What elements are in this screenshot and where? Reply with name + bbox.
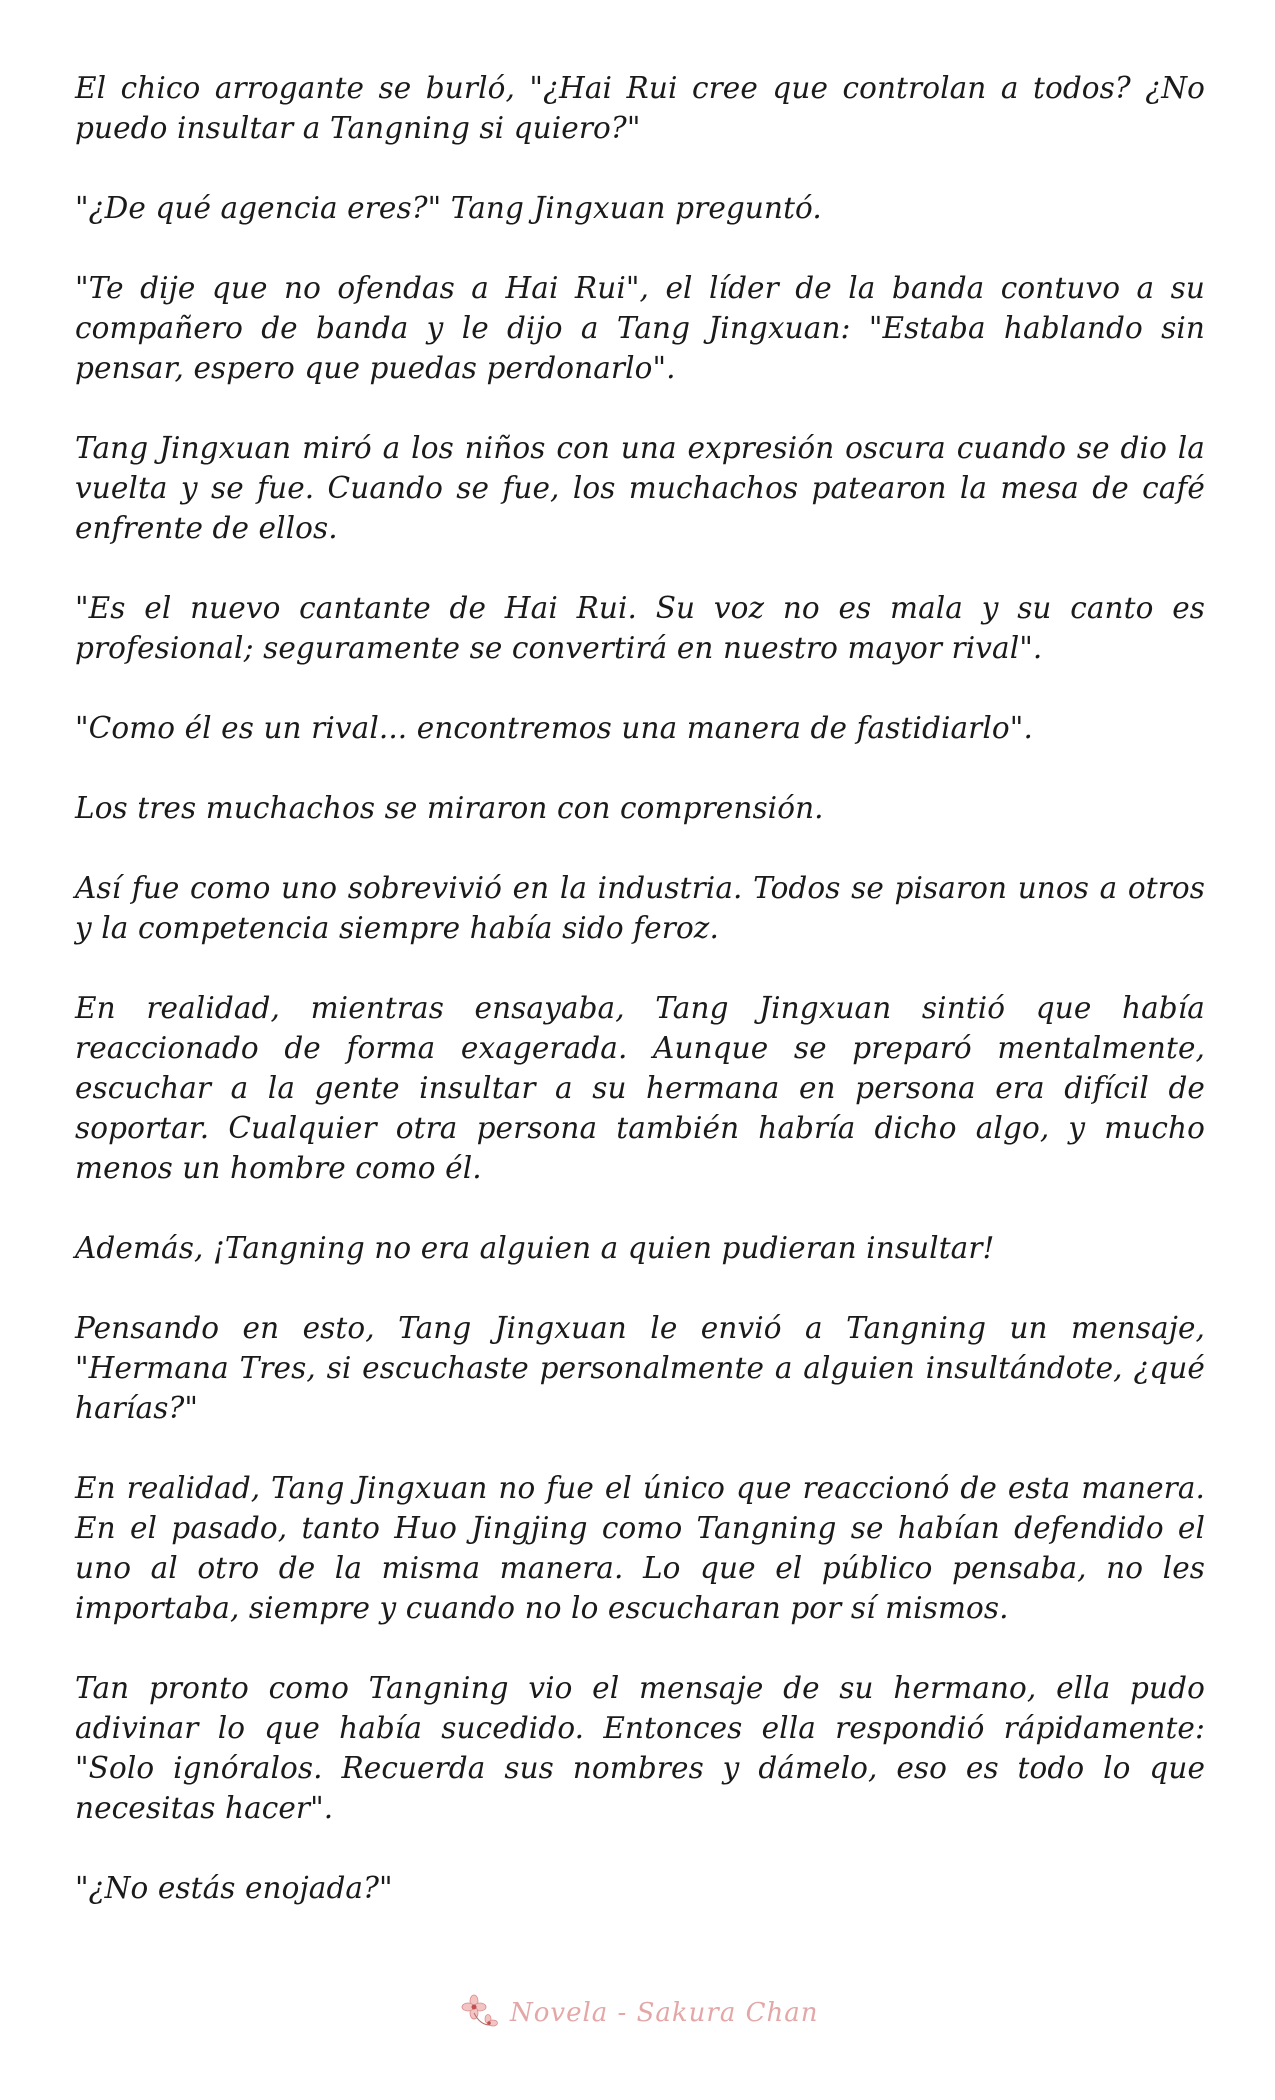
paragraph-5: "Es el nuevo cantante de Hai Rui. Su voz no es mala y su canto es profesional; seguramente se convertirá en nuestro mayor rival". xyxy=(75,591,1205,665)
paragraph-9: En realidad, mientras ensayaba, Tang Jingxuan sintió que había reaccionado de forma exagerada. Aunque se preparó mentalmente, escuchar a la gente insultar a su hermana en persona era difícil de soportar. Cualquier otra persona también habría dicho algo, y mucho menos un hombre como él. xyxy=(75,991,1205,1185)
paragraph-6: "Como él es un rival... encontremos una manera de fastidiarlo". xyxy=(75,711,1033,745)
paragraph-13: Tan pronto como Tangning vio el mensaje de su hermano, ella pudo adivinar lo que había sucedido. Entonces ella respondió rápidamente: "Solo ignóralos. Recuerda sus nombres y dámelo, eso es todo lo que necesitas hacer". xyxy=(75,1671,1205,1825)
paragraph-2: "¿De qué agencia eres?" Tang Jingxuan preguntó. xyxy=(75,191,822,225)
sakura-flower-icon xyxy=(460,1993,500,2033)
paragraph-8: Así fue como uno sobrevivió en la industria. Todos se pisaron unos a otros y la competencia siempre había sido feroz. xyxy=(75,871,1205,945)
paragraph-11: Pensando en esto, Tang Jingxuan le envió a Tangning un mensaje, "Hermana Tres, si escuchaste personalmente a alguien insultándote, ¿qué harías?" xyxy=(75,1311,1205,1425)
paragraph-3: "Te dije que no ofendas a Hai Rui", el líder de la banda contuvo a su compañero de banda y le dijo a Tang Jingxuan: "Estaba hablando sin pensar, espero que puedas perdonarlo". xyxy=(75,271,1205,385)
paragraph-1: El chico arrogante se burló, "¿Hai Rui cree que controlan a todos? ¿No puedo insultar a Tangning si quiero?" xyxy=(75,71,1205,145)
paragraph-14: "¿No estás enojada?" xyxy=(75,1871,393,1905)
paragraph-12: En realidad, Tang Jingxuan no fue el único que reaccionó de esta manera. En el pasado, tanto Huo Jingjing como Tangning se habían defendido el uno al otro de la misma manera. Lo que el público pensaba, no les importaba, siempre y cuando no lo escucharan por sí mismos. xyxy=(75,1471,1205,1625)
watermark xyxy=(460,1985,819,2041)
paragraph-10: Además, ¡Tangning no era alguien a quien pudieran insultar! xyxy=(75,1231,995,1265)
watermark-text: Novela - Sakura Chan xyxy=(510,1998,819,2028)
paragraph-7: Los tres muchachos se miraron con comprensión. xyxy=(75,791,824,825)
story-text xyxy=(75,68,1205,1948)
paragraph-4: Tang Jingxuan miró a los niños con una expresión oscura cuando se dio la vuelta y se fue. Cuando se fue, los muchachos patearon la mesa de café enfrente de ellos. xyxy=(75,431,1205,545)
